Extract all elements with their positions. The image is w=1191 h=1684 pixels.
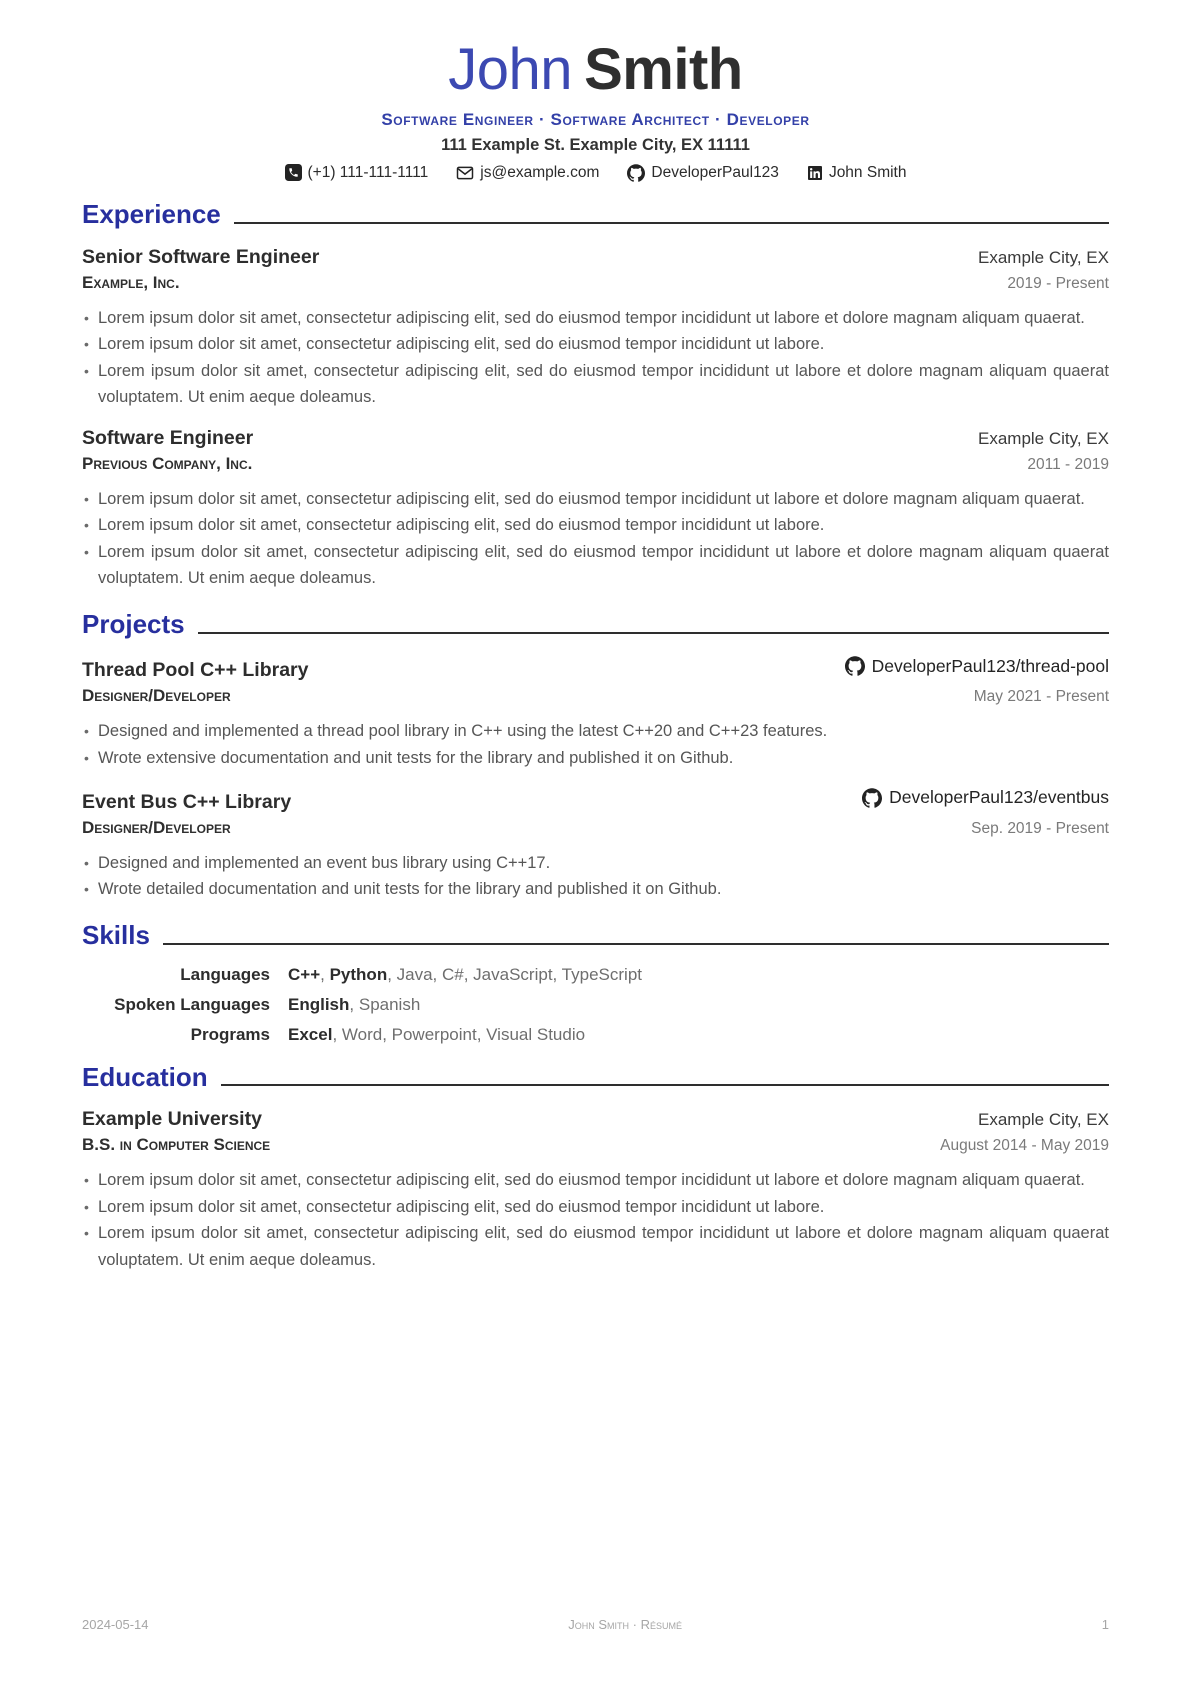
project-role: Designer/Developer bbox=[82, 686, 231, 706]
job-title: Software Engineer bbox=[82, 426, 254, 449]
experience-section bbox=[82, 200, 1109, 592]
phone-link[interactable] bbox=[285, 164, 429, 182]
skill-row bbox=[82, 995, 1109, 1015]
skill-value bbox=[288, 995, 420, 1015]
github-profile-link[interactable] bbox=[627, 164, 779, 182]
page-number: 1 bbox=[1101, 1617, 1109, 1632]
linkedin-name: John Smith bbox=[828, 163, 907, 181]
bullet-item: • Lorem ipsum dolor sit amet, consectetur adipiscing elit, sed do eiusmod tempor incididunt ut labore et dolore magnam aliquam quaerat. bbox=[82, 1167, 1109, 1194]
skill-rest: , bbox=[320, 964, 330, 984]
project-title: Event Bus C++ Library bbox=[82, 790, 292, 813]
email-text: js@example.com bbox=[480, 163, 600, 181]
education-section bbox=[82, 1063, 1109, 1274]
bullet-item: • Wrote detailed documentation and unit tests for the library and published it on Github. bbox=[82, 876, 1109, 903]
skill-value bbox=[288, 965, 642, 985]
skill-strong: Python bbox=[329, 964, 388, 984]
github-username: DeveloperPaul123 bbox=[651, 163, 779, 181]
job-location: Example City, EX bbox=[977, 428, 1109, 448]
skill-rest: , Word, Powerpoint, Visual Studio bbox=[332, 1024, 586, 1044]
phone-square-icon bbox=[285, 164, 302, 181]
linkedin-link[interactable] bbox=[807, 164, 907, 182]
skill-strong: C++ bbox=[288, 964, 321, 984]
project-entry bbox=[82, 787, 1109, 903]
school-name: Example University bbox=[82, 1108, 262, 1131]
project-entry bbox=[82, 656, 1109, 772]
skill-strong: Excel bbox=[288, 1024, 333, 1044]
bullet-item: • Lorem ipsum dolor sit amet, consectetur adipiscing elit, sed do eiusmod tempor incididunt ut labore. bbox=[82, 512, 1109, 539]
skill-value bbox=[288, 1025, 585, 1045]
section-title: Education bbox=[82, 1061, 208, 1092]
bullet-item: • Lorem ipsum dolor sit amet, consectetur adipiscing elit, sed do eiusmod tempor incididunt ut labore et dolore magnam aliquam quaerat voluptatem. Ut enim aeque doleamus. bbox=[82, 539, 1109, 592]
address: 111 Example St. Example City, EX 11111 bbox=[441, 135, 750, 154]
company-name: Previous Company, Inc. bbox=[82, 453, 253, 473]
job-bullet-list bbox=[82, 486, 1109, 592]
footer-title: John Smith · Résumé bbox=[568, 1617, 682, 1632]
full-name bbox=[82, 37, 1109, 102]
degree-name: B.S. in Computer Science bbox=[82, 1135, 271, 1155]
github-repo-link[interactable] bbox=[845, 656, 1109, 677]
section-heading-skills bbox=[82, 921, 1109, 951]
github-icon bbox=[627, 164, 645, 182]
skill-label: Programs bbox=[190, 1024, 270, 1044]
bullet-item: • Lorem ipsum dolor sit amet, consectetur adipiscing elit, sed do eiusmod tempor incididunt ut labore et dolore magnam aliquam quaerat. bbox=[82, 305, 1109, 332]
repo-name: DeveloperPaul123/eventbus bbox=[889, 787, 1109, 808]
skills-table bbox=[82, 965, 1109, 1045]
job-dates: 2019 - Present bbox=[1007, 274, 1109, 292]
experience-entry bbox=[82, 246, 1109, 411]
project-dates: May 2021 - Present bbox=[973, 688, 1109, 706]
section-rule bbox=[198, 632, 1109, 634]
skill-rest: , Java, C#, JavaScript, TypeScript bbox=[387, 964, 642, 984]
repo-name: DeveloperPaul123/thread-pool bbox=[871, 655, 1109, 676]
experience-entry bbox=[82, 427, 1109, 592]
github-icon bbox=[845, 656, 865, 676]
resume-header bbox=[82, 0, 1109, 182]
first-name: John bbox=[448, 37, 573, 102]
bullet-item: • Lorem ipsum dolor sit amet, consectetur adipiscing elit, sed do eiusmod tempor incididunt ut labore. bbox=[82, 331, 1109, 358]
bullet-item: • Lorem ipsum dolor sit amet, consectetur adipiscing elit, sed do eiusmod tempor incididunt ut labore et dolore magnam aliquam quaerat. bbox=[82, 486, 1109, 513]
bullet-item: • Lorem ipsum dolor sit amet, consectetur adipiscing elit, sed do eiusmod tempor incididunt ut labore et dolore magnam aliquam quaerat voluptatem. Ut enim aeque doleamus. bbox=[82, 358, 1109, 411]
project-role: Designer/Developer bbox=[82, 817, 231, 837]
section-rule bbox=[163, 943, 1109, 945]
phone-number: (+1) 111-111-1111 bbox=[307, 163, 429, 181]
linkedin-icon bbox=[807, 165, 823, 181]
skill-label: Spoken Languages bbox=[114, 994, 270, 1014]
education-dates: August 2014 - May 2019 bbox=[940, 1137, 1109, 1155]
education-bullet-list bbox=[82, 1167, 1109, 1273]
skill-row bbox=[82, 1025, 1109, 1045]
company-name: Example, Inc. bbox=[82, 272, 180, 292]
email-link[interactable] bbox=[456, 164, 599, 182]
bullet-item: • Designed and implemented a thread pool library in C++ using the latest C++20 and C++23 features. bbox=[82, 718, 1109, 745]
school-location: Example City, EX bbox=[977, 1110, 1109, 1130]
github-repo-link[interactable] bbox=[862, 787, 1109, 808]
footer-date: 2024-05-14 bbox=[82, 1617, 149, 1632]
skill-strong: English bbox=[288, 994, 350, 1014]
skill-label: Languages bbox=[180, 964, 270, 984]
section-heading-education bbox=[82, 1063, 1109, 1093]
bullet-item: • Lorem ipsum dolor sit amet, consectetur adipiscing elit, sed do eiusmod tempor incididunt ut labore et dolore magnam aliquam quaerat voluptatem. Ut enim aeque doleamus. bbox=[82, 1220, 1109, 1273]
section-title: Skills bbox=[82, 919, 150, 950]
skills-section bbox=[82, 921, 1109, 1045]
github-icon bbox=[862, 788, 882, 808]
bullet-item: • Designed and implemented an event bus library using C++17. bbox=[82, 850, 1109, 877]
section-title: Projects bbox=[82, 608, 185, 639]
project-bullet-list bbox=[82, 850, 1109, 903]
bullet-item: • Lorem ipsum dolor sit amet, consectetur adipiscing elit, sed do eiusmod tempor incididunt ut labore. bbox=[82, 1194, 1109, 1221]
job-title: Senior Software Engineer bbox=[82, 245, 320, 268]
section-rule bbox=[221, 1084, 1109, 1086]
project-bullet-list bbox=[82, 718, 1109, 771]
last-name: Smith bbox=[584, 37, 743, 102]
education-entry bbox=[82, 1108, 1109, 1273]
section-title: Experience bbox=[82, 198, 221, 229]
section-rule bbox=[234, 222, 1109, 224]
projects-section bbox=[82, 610, 1109, 903]
project-title: Thread Pool C++ Library bbox=[82, 659, 309, 682]
envelope-icon bbox=[456, 164, 474, 182]
contact-row bbox=[82, 164, 1109, 182]
tagline: Software Engineer · Software Architect · Developer bbox=[381, 109, 810, 129]
job-location: Example City, EX bbox=[977, 247, 1109, 267]
page-footer bbox=[82, 1617, 1109, 1632]
project-dates: Sep. 2019 - Present bbox=[971, 819, 1109, 837]
section-heading-projects bbox=[82, 610, 1109, 640]
job-bullet-list bbox=[82, 305, 1109, 411]
bullet-item: • Wrote extensive documentation and unit tests for the library and published it on Github. bbox=[82, 745, 1109, 772]
section-heading-experience bbox=[82, 200, 1109, 230]
skill-row bbox=[82, 965, 1109, 985]
job-dates: 2011 - 2019 bbox=[1027, 455, 1109, 473]
skill-rest: , Spanish bbox=[349, 994, 421, 1014]
